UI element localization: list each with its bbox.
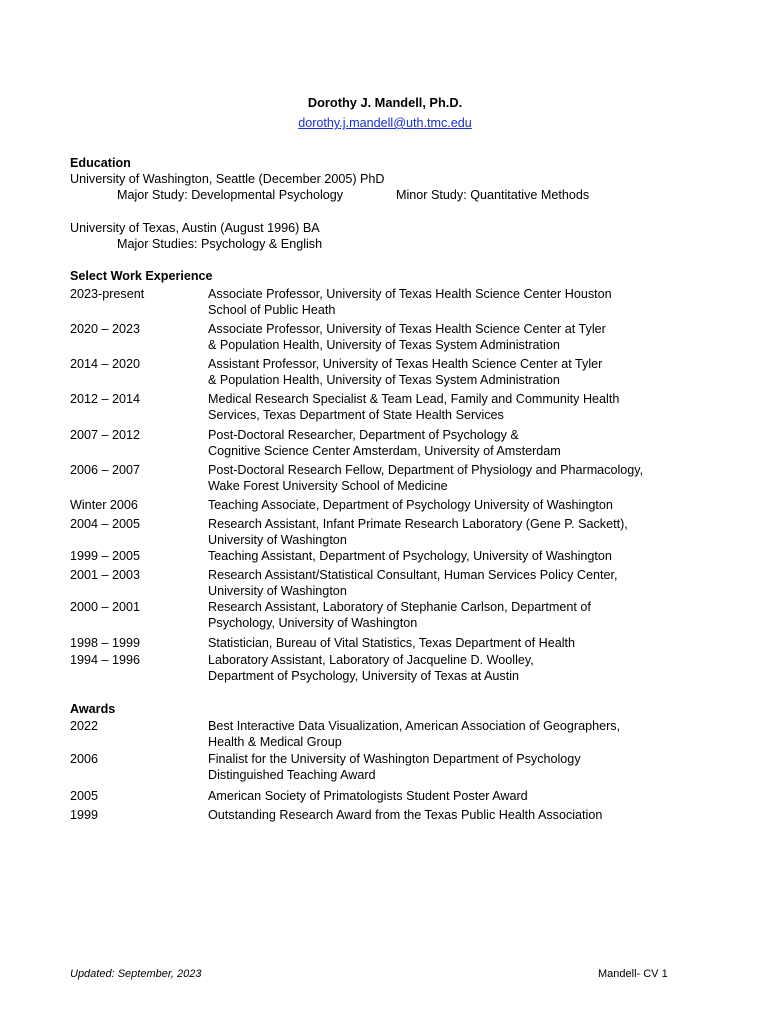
work-item-description [208,321,708,354]
work-item-date: 1999 – 2005 [70,549,141,563]
work-item-date: Winter 2006 [70,498,138,512]
work-item-description-line: Cognitive Science Center Amsterdam, University of Amsterdam [208,444,561,459]
work-item-description-line: Associate Professor, University of Texas Health Science Center at Tyler [208,322,606,336]
work-item-description-line: Medical Research Specialist & Team Lead, Family and Community Health [208,392,620,406]
awards-heading: Awards [70,702,116,716]
work-item-date: 2004 – 2005 [70,517,141,531]
award-item-description [208,718,708,751]
work-item-date: 2012 – 2014 [70,392,141,406]
work-item-description-line: Post-Doctoral Research Fellow, Department of Physiology and Pharmacology, [208,463,644,477]
work-item-date: 2014 – 2020 [70,357,141,371]
education-phd-minor: Minor Study: Quantitative Methods [396,188,590,202]
work-item-description-line: Teaching Assistant, Department of Psychology, University of Washington [208,549,612,563]
award-item-description-line: Health & Medical Group [208,735,342,750]
work-item-description-line: University of Washington [208,533,347,548]
work-item-date: 1998 – 1999 [70,636,141,650]
award-item-description-line: Distinguished Teaching Award [208,768,376,783]
work-item-date: 2023-present [70,287,145,301]
award-item-date: 2022 [70,719,99,733]
award-item-date: 2006 [70,752,99,766]
work-item-description [208,567,708,600]
education-phd: University of Washington, Seattle (December 2005) PhD [70,172,385,186]
award-item-date: 1999 [70,808,99,822]
work-item-date: 2020 – 2023 [70,322,141,336]
work-item-description [208,599,708,632]
award-item-description-line: Best Interactive Data Visualization, American Association of Geographers, [208,719,621,733]
work-item-description [208,462,708,495]
work-item-description [208,391,708,424]
work-item-description-line: Research Assistant, Laboratory of Stephanie Carlson, Department of [208,600,591,614]
work-heading: Select Work Experience [70,269,213,283]
work-item-description-line: School of Public Heath [208,303,336,318]
work-item-description [208,356,708,389]
education-ba-major: Major Studies: Psychology & English [117,237,323,251]
work-item-date: 2000 – 2001 [70,600,141,614]
education-ba: University of Texas, Austin (August 1996) BA [70,221,320,235]
work-item-description-line: Psychology, University of Washington [208,616,418,631]
education-phd-major: Major Study: Developmental Psychology [117,188,344,202]
email-link[interactable]: dorothy.j.mandell@uth.tmc.edu [298,116,472,130]
work-item-description-line: Laboratory Assistant, Laboratory of Jacqueline D. Woolley, [208,653,534,667]
work-item-description [208,652,708,685]
work-item-date: 2001 – 2003 [70,568,141,582]
work-item-description [208,497,708,513]
work-item-description-line: Post-Doctoral Researcher, Department of Psychology & [208,428,519,442]
work-item-description-line: Assistant Professor, University of Texas Health Science Center at Tyler [208,357,603,371]
work-item-date: 2007 – 2012 [70,428,141,442]
award-item-description [208,788,708,804]
page-number: Mandell- CV 1 [598,968,668,980]
award-item-description-line: American Society of Primatologists Student Poster Award [208,789,528,803]
work-item-description-line: Wake Forest University School of Medicine [208,479,448,494]
award-item-description [208,751,708,784]
work-item-description-line: Research Assistant/Statistical Consultant, Human Services Policy Center, [208,568,618,582]
work-item-description [208,635,708,651]
work-item-description-line: Associate Professor, University of Texas Health Science Center Houston [208,287,612,301]
education-heading: Education [70,156,131,170]
work-item-description-line: Teaching Associate, Department of Psychology University of Washington [208,498,613,512]
work-item-description [208,286,708,319]
work-item-description-line: Research Assistant, Infant Primate Research Laboratory (Gene P. Sackett), [208,517,628,531]
work-item-date: 1994 – 1996 [70,653,141,667]
work-item-description [208,548,708,564]
award-item-description-line: Outstanding Research Award from the Texas Public Health Association [208,808,603,822]
work-item-description-line: Department of Psychology, University of Texas at Austin [208,669,520,684]
work-item-description-line: Statistician, Bureau of Vital Statistics, Texas Department of Health [208,636,576,650]
award-item-date: 2005 [70,789,99,803]
cv-header [0,95,770,131]
work-item-description-line: University of Washington [208,584,347,599]
work-item-description-line: & Population Health, University of Texas System Administration [208,373,560,388]
work-item-date: 2006 – 2007 [70,463,141,477]
work-item-description [208,516,708,549]
award-item-description-line: Finalist for the University of Washington Department of Psychology [208,752,581,766]
work-item-description [208,427,708,460]
author-name: Dorothy J. Mandell, Ph.D. [307,95,463,110]
work-item-description-line: Services, Texas Department of State Health Services [208,408,504,423]
award-item-description [208,807,708,823]
work-item-description-line: & Population Health, University of Texas System Administration [208,338,560,353]
updated-date: Updated: September, 2023 [70,968,202,980]
